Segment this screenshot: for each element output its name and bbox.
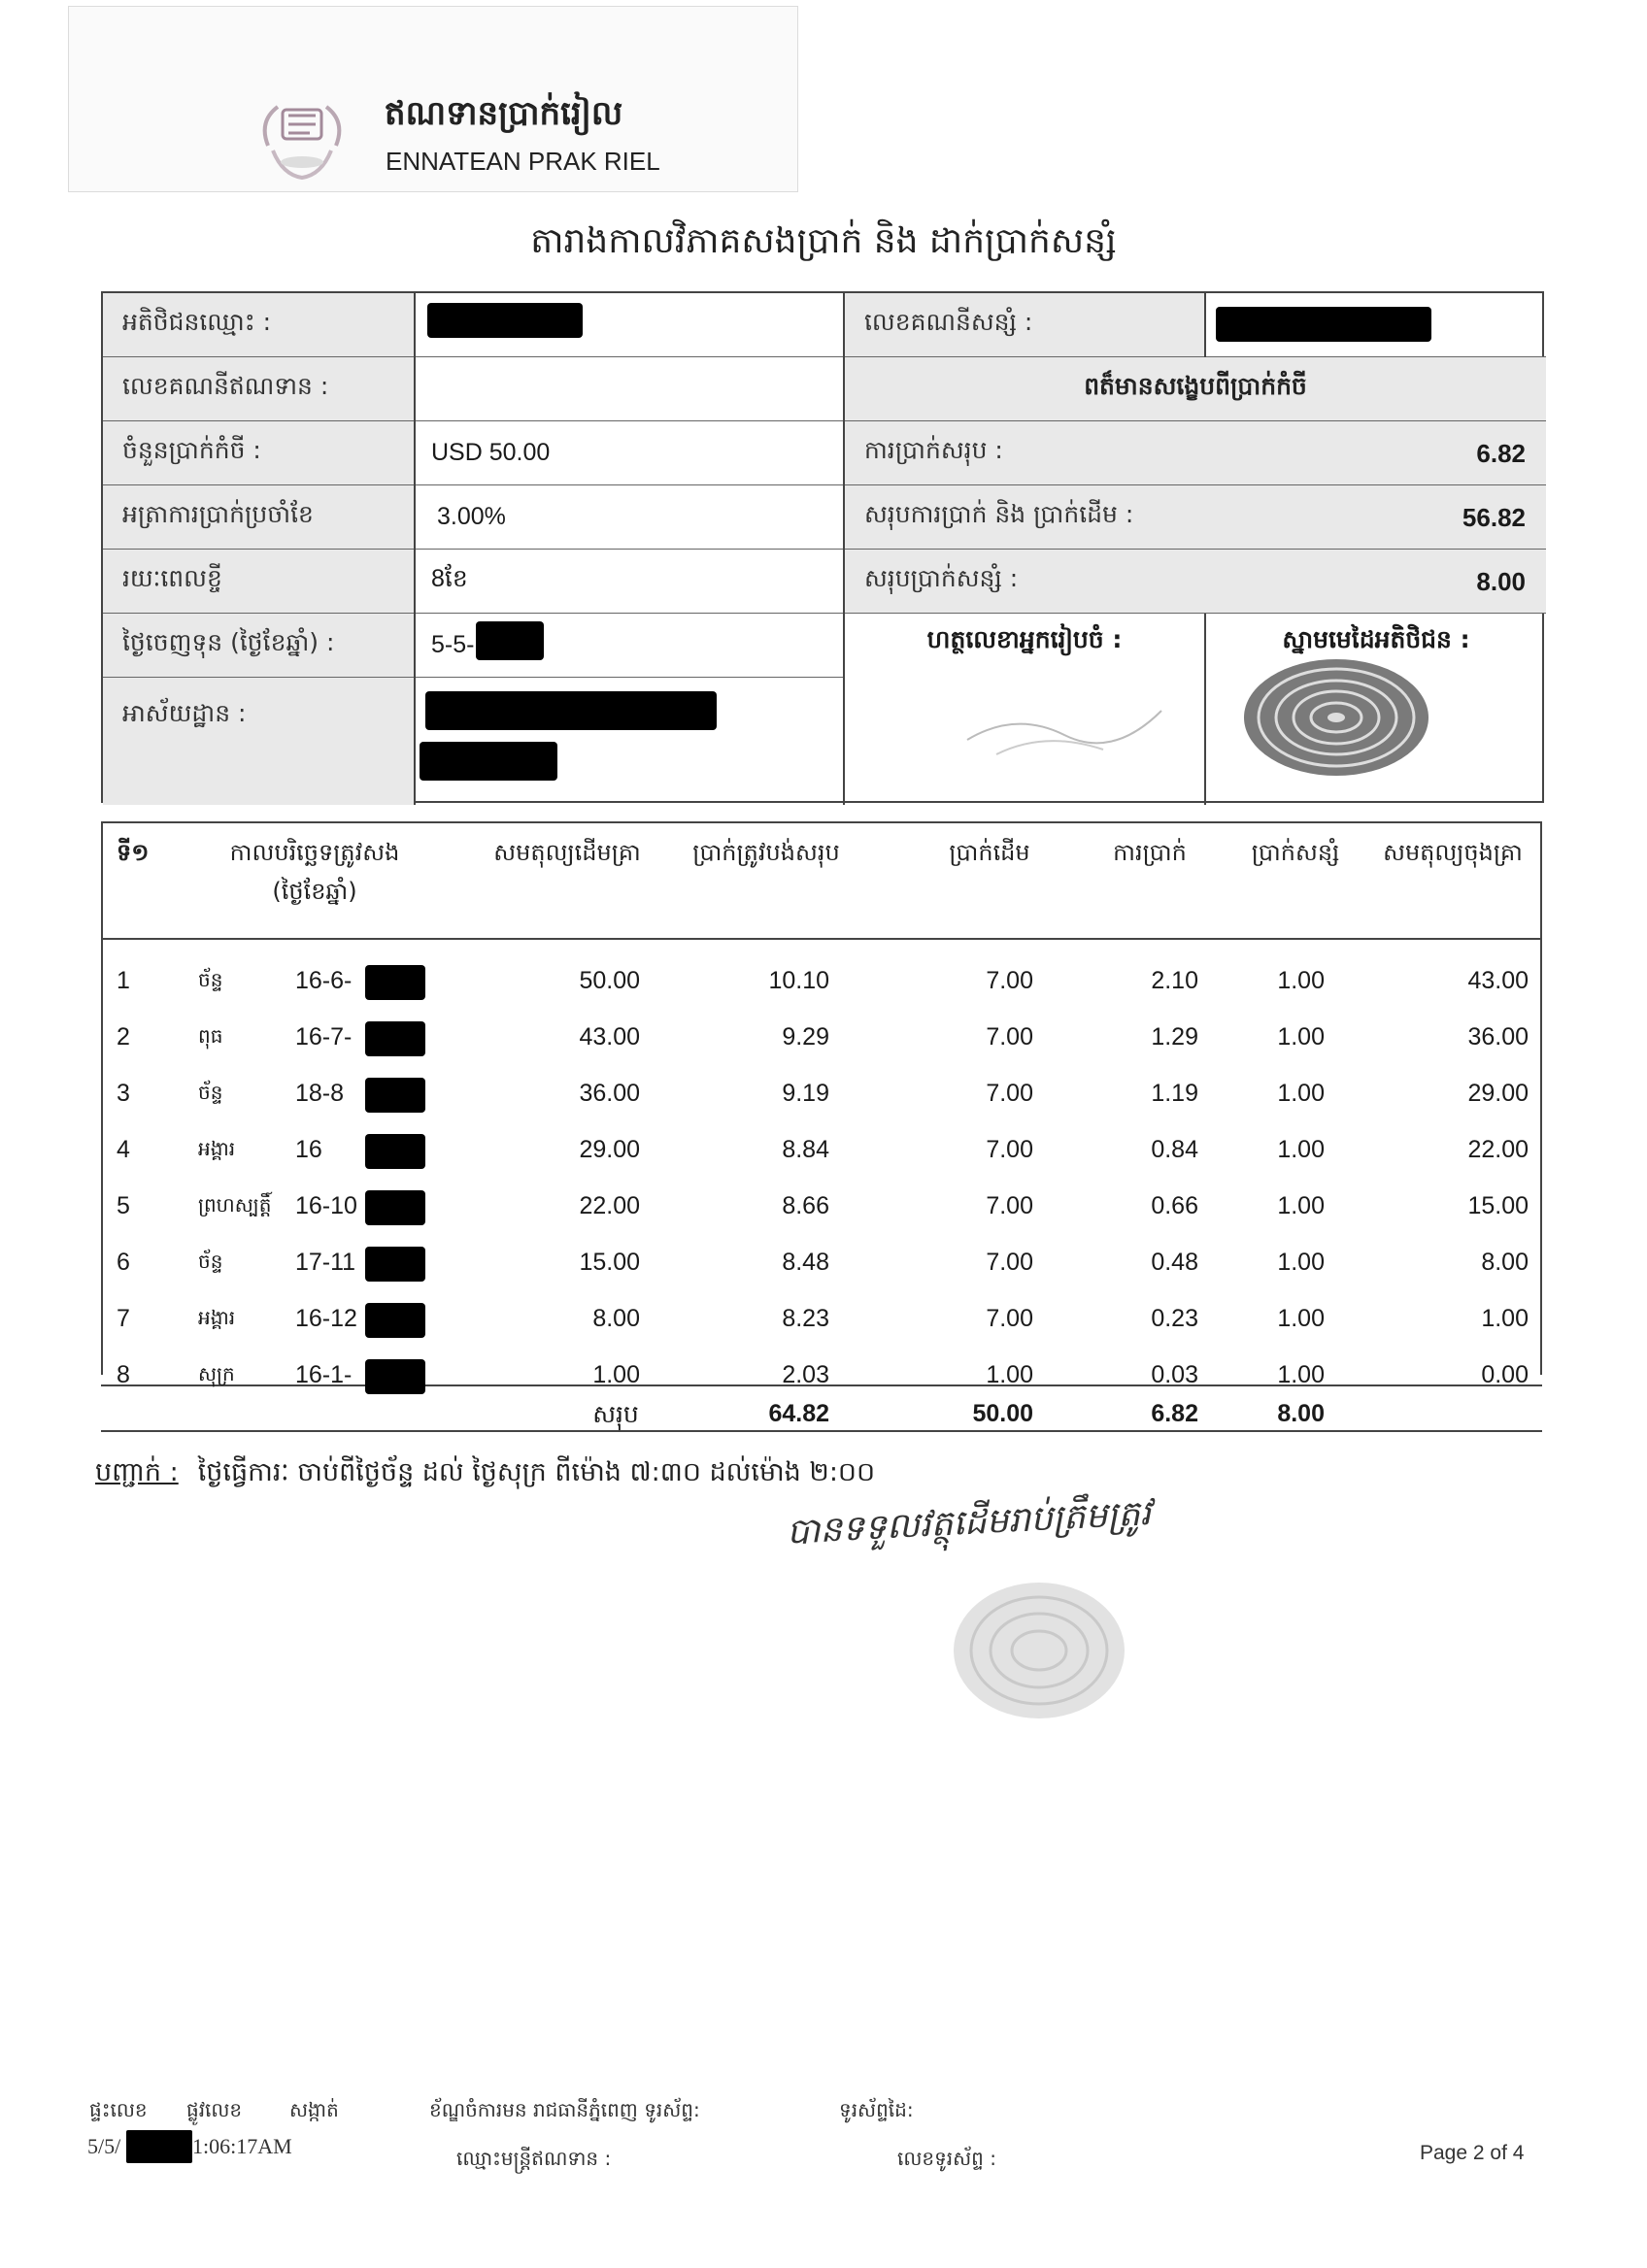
thumbprint-icon (947, 1573, 1131, 1728)
footer-timestamp-prefix: 5/5/ (87, 2134, 121, 2158)
cell-date: 16-7- (295, 1023, 353, 1051)
cell-no: 2 (117, 1023, 130, 1051)
total-interest-principal-value: 56.82 (1462, 503, 1526, 532)
redaction (427, 303, 583, 338)
redaction (425, 691, 717, 730)
loan-amount-value: USD 50.00 (414, 421, 843, 485)
cell-no: 7 (117, 1305, 130, 1332)
cell-savings: 1.00 (1277, 1080, 1325, 1107)
cell-savings: 1.00 (1277, 1136, 1325, 1163)
cell-total-due: 8.66 (782, 1192, 829, 1219)
totals-savings: 8.00 (1277, 1400, 1325, 1427)
cell-day: ច័ន្ទ (198, 1081, 223, 1104)
col-header-total-due: ប្រាក់ត្រូវបង់សរុប (692, 839, 840, 866)
totals-total-due: 64.82 (768, 1400, 829, 1427)
cell-day: អង្គារ (198, 1137, 236, 1160)
client-thumbprint-label: ស្នាមមេដៃអតិថិជន : (1282, 625, 1470, 653)
cell-principal: 1.00 (986, 1361, 1033, 1388)
cell-total-due: 9.29 (782, 1023, 829, 1051)
total-savings-label: សរុបប្រាក់សន្សំ : (845, 550, 1546, 614)
cell-end-balance: 43.00 (1467, 967, 1529, 994)
cell-day: ពុធ (198, 1024, 223, 1048)
footer-house: ផ្ទះលេខ (89, 2098, 148, 2121)
cell-date: 18-8 (295, 1080, 345, 1107)
footer-khan: ខ័ណ្ឌចំការមន រាជធានីភ្នំពេញ ទូរស័ព្ទ: (429, 2098, 700, 2121)
note-text: ថ្ងៃធ្វើការៈ ចាប់ពីថ្ងៃច័ន្ទ ដល់ ថ្ងៃសុក្រ ពីម៉ោង ៧:៣០ ដល់ម៉ោង ២:០០ (197, 1457, 876, 1487)
cell-end-balance: 36.00 (1467, 1023, 1529, 1051)
cell-date: 16-12 (295, 1305, 357, 1332)
cell-total-due: 8.23 (782, 1305, 829, 1332)
divider (101, 938, 1542, 940)
cell-total-due: 10.10 (768, 967, 829, 994)
total-interest-principal-label: សរុបការប្រាក់ និង ប្រាក់ដើម : (845, 485, 1546, 550)
totals-interest: 6.82 (1151, 1400, 1198, 1427)
cell-no: 5 (117, 1192, 130, 1219)
cell-begin-balance: 43.00 (579, 1023, 640, 1051)
redaction (365, 1190, 425, 1225)
cell-principal: 7.00 (986, 1192, 1033, 1219)
redaction (365, 1247, 425, 1282)
redaction (476, 621, 544, 660)
cell-principal: 7.00 (986, 1249, 1033, 1276)
col-header-begin-balance: សមតុល្យដើមគ្រា (493, 839, 641, 866)
cell-end-balance: 8.00 (1481, 1249, 1529, 1276)
cell-savings: 1.00 (1277, 1192, 1325, 1219)
cell-savings: 1.00 (1277, 1305, 1325, 1332)
footer-timestamp-suffix: 1:06:17AM (192, 2134, 292, 2158)
page-number: Page 2 of 4 (1420, 2142, 1525, 2164)
savings-account-label: លេខគណនីសន្សំ : (845, 293, 1206, 357)
loan-account-value (414, 357, 843, 421)
total-savings-value: 8.00 (1476, 567, 1526, 596)
cell-end-balance: 1.00 (1481, 1305, 1529, 1332)
col-header-no: ទី១ (117, 839, 150, 866)
cell-interest: 1.19 (1151, 1080, 1198, 1107)
officer-signature-icon (958, 682, 1171, 769)
cell-end-balance: 0.00 (1481, 1361, 1529, 1388)
cell-savings: 1.00 (1277, 1249, 1325, 1276)
cell-principal: 7.00 (986, 1023, 1033, 1051)
cell-begin-balance: 36.00 (579, 1080, 640, 1107)
cell-no: 3 (117, 1080, 130, 1107)
cell-begin-balance: 15.00 (579, 1249, 640, 1276)
interest-rate-label: អត្រាការប្រាក់ប្រចាំខែ (103, 485, 414, 550)
loan-info-grid (101, 291, 1544, 803)
officer-signature-label: ហត្ថលេខាអ្នករៀបចំ : (926, 625, 1123, 653)
divider (1204, 293, 1206, 357)
col-header-end-balance: សមតុល្យចុងគ្រា (1383, 839, 1523, 866)
cell-begin-balance: 50.00 (579, 967, 640, 994)
divider (414, 293, 416, 805)
loan-term-value: 8ខែ (414, 550, 843, 614)
header-panel (68, 6, 798, 192)
totals-row (101, 1388, 1542, 1445)
table-row (101, 1068, 1542, 1124)
brand-name-kh: ឥណទានប្រាក់រៀល (385, 94, 623, 133)
cell-savings: 1.00 (1277, 1023, 1325, 1051)
redaction (420, 742, 557, 781)
footer-sangkat: សង្កាត់ (289, 2098, 339, 2121)
cell-principal: 7.00 (986, 1080, 1033, 1107)
handwritten-note: បានទទួលវត្ថុដើមរាប់ត្រឹមត្រូវ (786, 1493, 1153, 1552)
table-row (101, 955, 1542, 1012)
note (95, 1456, 875, 1494)
redaction (365, 1134, 425, 1169)
loan-term-label: រយៈពេលខ្ចី (103, 550, 414, 614)
cell-no: 6 (117, 1249, 130, 1276)
total-interest-label: ការប្រាក់សរុប : (845, 421, 1546, 485)
footer-street: ផ្លូវលេខ (186, 2098, 243, 2121)
loan-summary-title: ពត៏មានសង្ខេបពីប្រាក់កំចី (845, 357, 1546, 421)
redaction (365, 1078, 425, 1113)
cell-principal: 7.00 (986, 967, 1033, 994)
cell-total-due: 8.48 (782, 1249, 829, 1276)
cell-date: 16-10 (295, 1192, 357, 1219)
disbursement-date-label: ថ្ងៃចេញទុន (ថ្ងៃខែឆ្នាំ) : (103, 614, 414, 678)
cell-begin-balance: 8.00 (592, 1305, 640, 1332)
loan-account-label: លេខគណនីឥណទាន : (103, 357, 414, 421)
cell-day: ព្រហស្បត្តិ៍ (198, 1193, 272, 1217)
divider (101, 821, 1542, 823)
total-interest-value: 6.82 (1476, 439, 1526, 468)
col-header-date-label: កាលបរិច្ឆេទត្រូវសង (229, 839, 400, 866)
client-name-label: អតិថិជនឈ្មោះ : (103, 293, 414, 357)
totals-label: សរុប (592, 1400, 639, 1428)
cell-principal: 7.00 (986, 1305, 1033, 1332)
footer-phone-number: លេខទូរស័ព្ទ : (897, 2147, 996, 2170)
cell-begin-balance: 1.00 (592, 1361, 640, 1388)
cell-interest: 1.29 (1151, 1023, 1198, 1051)
col-header-interest: ការប្រាក់ (1113, 839, 1187, 866)
cell-total-due: 2.03 (782, 1361, 829, 1388)
cell-total-due: 8.84 (782, 1136, 829, 1163)
cell-interest: 0.66 (1151, 1192, 1198, 1219)
loan-amount-label: ចំនួនប្រាក់កំចី : (103, 421, 414, 485)
totals-principal: 50.00 (972, 1400, 1033, 1427)
page-title: តារាងកាលវិភាគសងប្រាក់ និង ដាក់ប្រាក់សន្សំ (530, 221, 1117, 261)
col-header-date (208, 833, 421, 911)
cell-day: ច័ន្ទ (198, 968, 223, 991)
col-header-principal: ប្រាក់ដើម (949, 839, 1030, 866)
note-label: បញ្ជាក់ : (95, 1457, 179, 1487)
disbursement-date-value: 5-5- (414, 614, 843, 678)
cell-day: ច័ន្ទ (198, 1250, 223, 1273)
table-row (101, 1293, 1542, 1350)
cell-savings: 1.00 (1277, 967, 1325, 994)
cell-principal: 7.00 (986, 1136, 1033, 1163)
cell-day: អង្គារ (198, 1306, 236, 1329)
redaction (365, 965, 425, 1000)
brand-logo-icon (253, 92, 351, 184)
col-header-date-sub: (ថ្ងៃខែឆ្នាំ) (272, 878, 357, 905)
footer-mobile: ទូរស័ព្ទដៃ: (839, 2098, 914, 2121)
footer-officer-name: ឈ្មោះមន្ត្រីឥណទាន : (456, 2147, 612, 2170)
cell-total-due: 9.19 (782, 1080, 829, 1107)
address-label: អាស័យដ្ឋាន : (103, 678, 414, 805)
table-row (101, 1237, 1542, 1293)
cell-begin-balance: 22.00 (579, 1192, 640, 1219)
cell-day: សុក្រ (198, 1362, 235, 1385)
redaction (126, 2130, 192, 2163)
cell-interest: 2.10 (1151, 967, 1198, 994)
cell-end-balance: 22.00 (1467, 1136, 1529, 1163)
cell-date: 16-6- (295, 967, 353, 994)
cell-date: 17-11 (295, 1249, 356, 1276)
cell-date: 16-1- (295, 1361, 353, 1388)
cell-interest: 0.84 (1151, 1136, 1198, 1163)
table-row (101, 1124, 1542, 1181)
cell-no: 8 (117, 1361, 130, 1388)
cell-begin-balance: 29.00 (579, 1136, 640, 1163)
cell-no: 1 (117, 967, 130, 994)
table-row (101, 1181, 1542, 1237)
cell-interest: 0.23 (1151, 1305, 1198, 1332)
table-row (101, 1012, 1542, 1068)
redaction (365, 1303, 425, 1338)
redaction (1216, 307, 1431, 342)
col-header-savings: ប្រាក់សន្សំ (1251, 839, 1340, 866)
cell-end-balance: 15.00 (1467, 1192, 1529, 1219)
thumbprint-icon (1239, 654, 1433, 781)
cell-end-balance: 29.00 (1467, 1080, 1529, 1107)
redaction (365, 1021, 425, 1056)
interest-rate-value: 3.00% (414, 485, 843, 550)
brand-name-en: ENNATEAN PRAK RIEL (386, 147, 660, 176)
cell-interest: 0.03 (1151, 1361, 1198, 1388)
cell-interest: 0.48 (1151, 1249, 1198, 1276)
cell-date: 16 (295, 1136, 322, 1163)
cell-no: 4 (117, 1136, 130, 1163)
cell-savings: 1.00 (1277, 1361, 1325, 1388)
